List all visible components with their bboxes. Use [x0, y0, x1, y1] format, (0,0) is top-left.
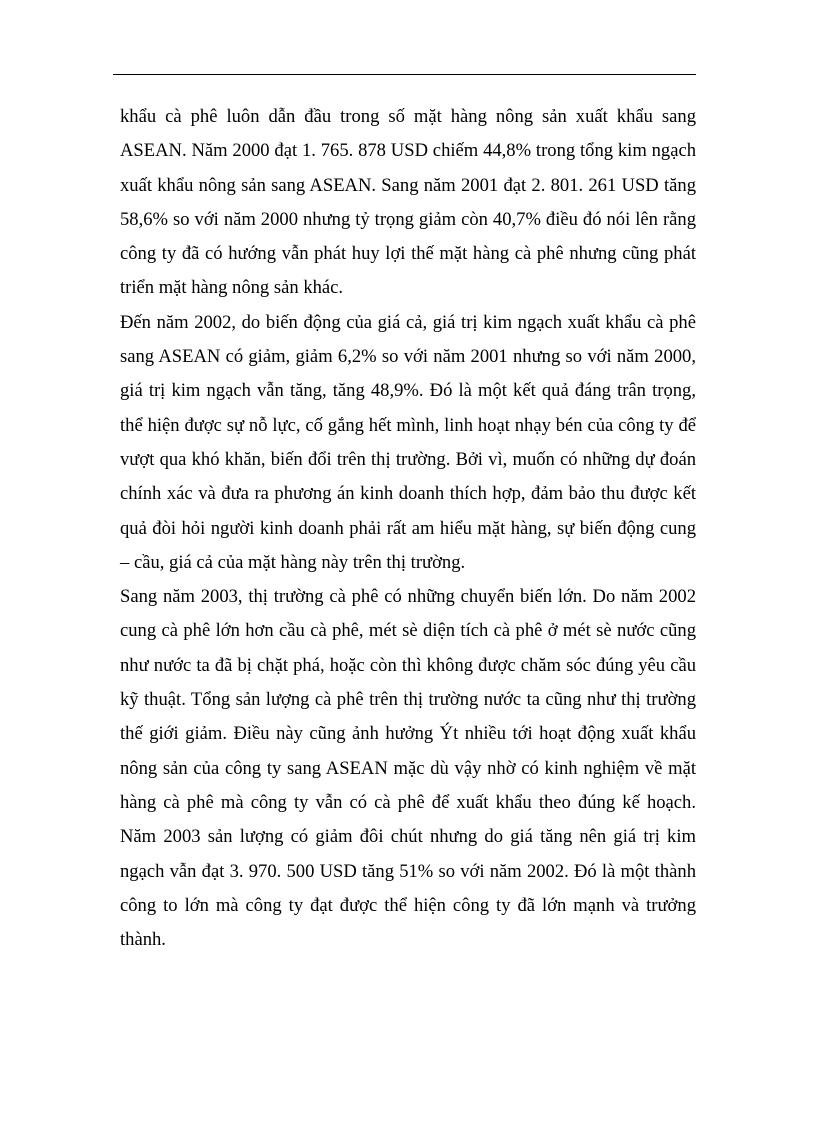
paragraph-3: Sang năm 2003, thị trường cà phê có những chuyển biến lớn. Do năm 2002 cung cà phê lớn hơn cầu cà phê, mét sè diện tích cà phê ở mét sè nước cũng như nước ta đã bị chặt phá, hoặc còn thì không được chăm sóc đúng yêu cầu kỹ thuật. Tổng sản lượng cà phê trên thị trường nước ta cũng như thị trường thế giới giảm. Điều này cũng ảnh hưởng Ýt nhiều tới hoạt động xuất khẩu nông sản của công ty sang ASEAN mặc dù vậy nhờ có kinh nghiệm về mặt hàng cà phê mà công ty vẫn có cà phê để xuất khẩu theo đúng kế hoạch. Năm 2003 sản lượng có giảm đôi chút nhưng do giá tăng nên giá trị kim ngạch vẫn đạt 3. 970. 500 USD tăng 51% so với năm 2002. Đó là một thành công to lớn mà công ty đạt được thể hiện công ty đã lớn mạnh và trưởng thành. — [120, 586, 696, 951]
paragraph-1: khẩu cà phê luôn dẫn đầu trong số mặt hàng nông sản xuất khẩu sang ASEAN. Năm 2000 đạt 1. 765. 878 USD chiếm 44,8% trong tổng kim ngạch xuất khẩu nông sản sang ASEAN. Sang năm 2001 đạt 2. 801. 261 USD tăng 58,6% so với năm 2000 nhưng tỷ trọng giảm còn 40,7% điều đó nói lên rằng công ty đã có hướng vẫn phát huy lợi thế mặt hàng cà phê nhưng cũng phát triển mặt hàng nông sản khác. — [120, 106, 696, 299]
header-rule — [113, 74, 696, 75]
body-text — [120, 100, 696, 957]
paragraph-2: Đến năm 2002, do biến động của giá cả, giá trị kim ngạch xuất khẩu cà phê sang ASEAN có giảm, giảm 6,2% so với năm 2001 nhưng so với năm 2000, giá trị kim ngạch vẫn tăng, tăng 48,9%. Đó là một kết quả đáng trân trọng, thể hiện được sự nỗ lực, cố gắng hết mình, linh hoạt nhạy bén của công ty để vượt qua khó khăn, biến đổi trên thị trường. Bởi vì, muốn có những dự đoán chính xác và đưa ra phương án kinh doanh thích hợp, đảm bảo thu được kết quả đòi hỏi người kinh doanh phải rất am hiểu mặt hàng, sự biến động cung – cầu, giá cả của mặt hàng này trên thị trường. — [120, 311, 696, 573]
